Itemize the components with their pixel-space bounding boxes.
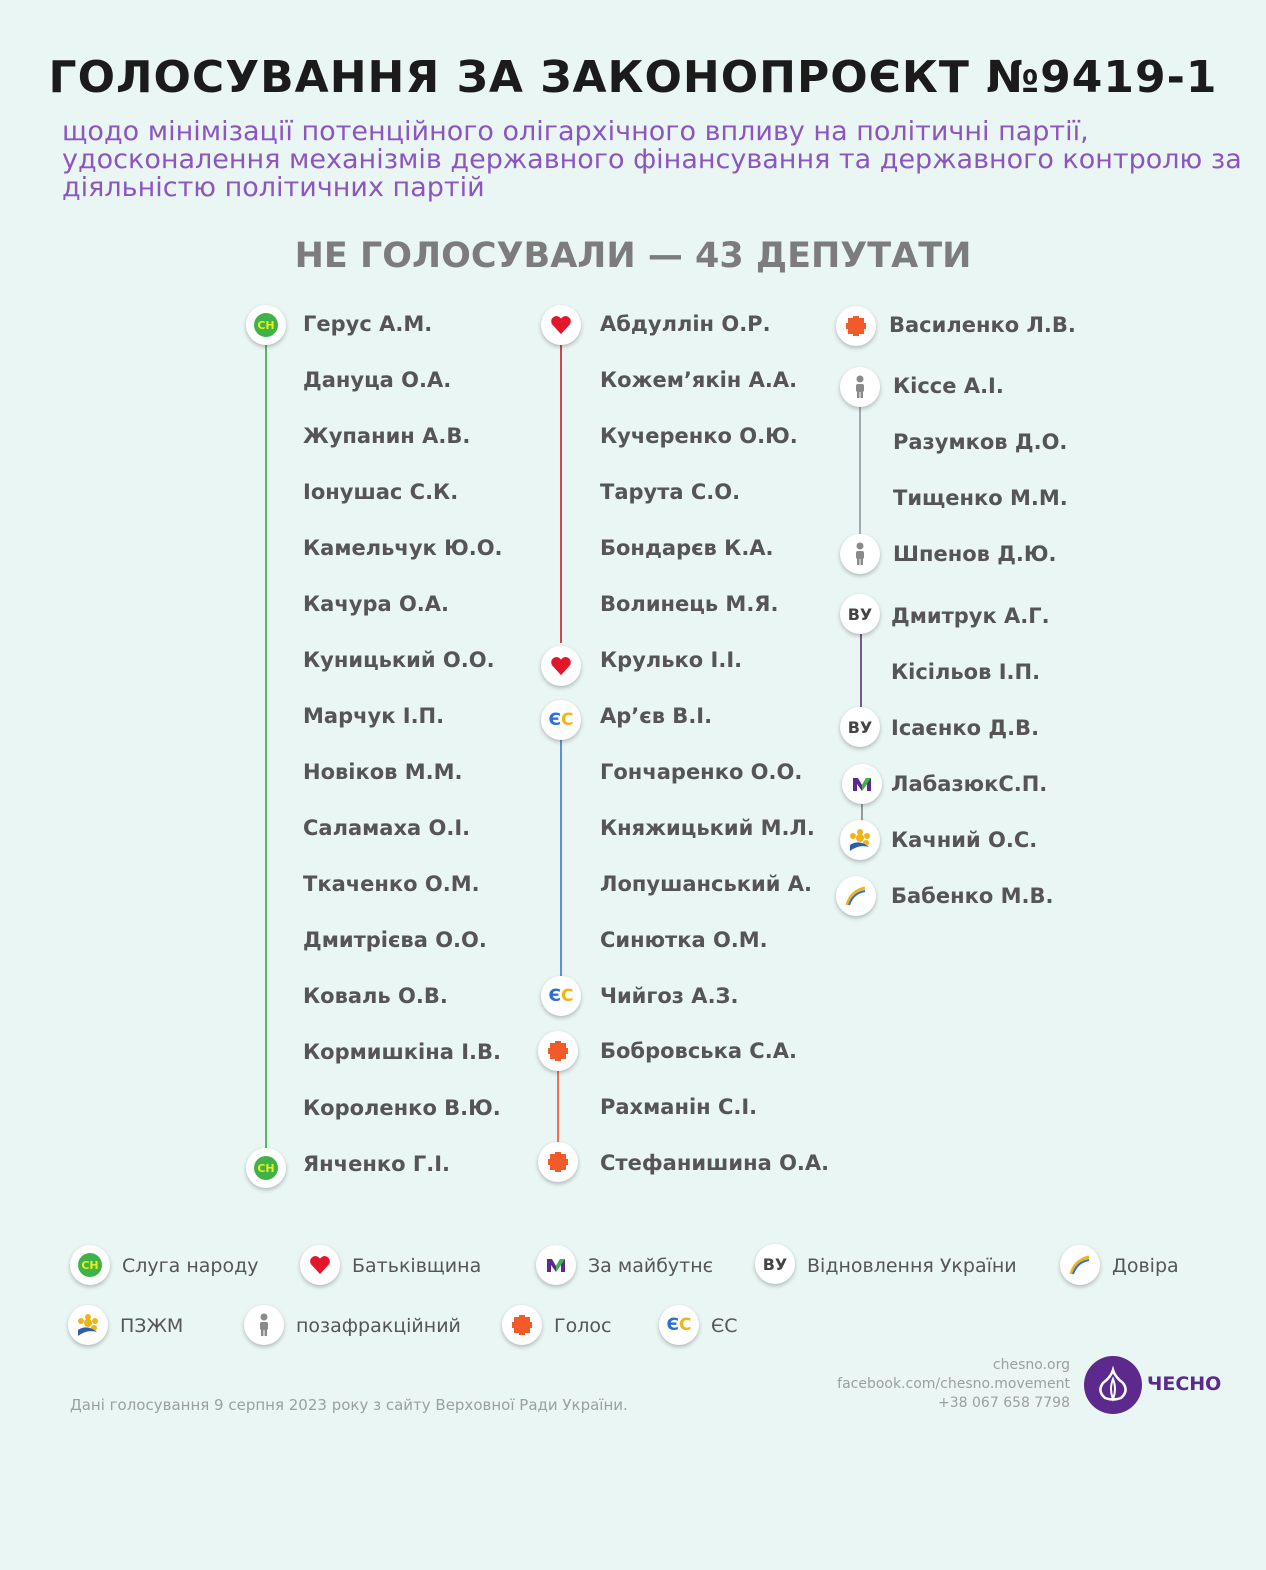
deputy-name: Качний О.С. bbox=[891, 828, 1038, 852]
deputy-name: Качура О.А. bbox=[303, 592, 450, 616]
legend-label: позафракційний bbox=[296, 1315, 461, 1337]
person-icon bbox=[840, 367, 880, 407]
sunflower-icon bbox=[840, 820, 880, 860]
dovira-icon bbox=[1060, 1245, 1100, 1285]
site-link[interactable]: chesno.org bbox=[992, 1357, 1070, 1373]
section-title: НЕ ГОЛОСУВАЛИ — 43 ДЕПУТАТИ bbox=[294, 236, 972, 276]
contacts bbox=[820, 1356, 1070, 1413]
holos-icon bbox=[538, 1031, 578, 1071]
group-line-m bbox=[861, 802, 863, 822]
deputy-name: Янченко Г.І. bbox=[303, 1152, 450, 1176]
sluha-icon: СН bbox=[246, 305, 286, 345]
deputy-name: Короленко В.Ю. bbox=[303, 1096, 501, 1120]
deputy-name: Жупанин А.В. bbox=[303, 424, 471, 448]
deputy-name: Кормишкіна І.В. bbox=[303, 1040, 502, 1064]
deputy-name: Стефанишина О.А. bbox=[600, 1151, 830, 1175]
legend-label: ПЗЖМ bbox=[120, 1315, 184, 1337]
heart-icon bbox=[541, 646, 581, 686]
deputy-name: Камельчук Ю.О. bbox=[303, 536, 503, 560]
logo-text: ЧЕСНО bbox=[1147, 1373, 1222, 1395]
deputy-name: Шпенов Д.Ю. bbox=[893, 542, 1057, 566]
holos-icon bbox=[502, 1305, 542, 1345]
page-title: ГОЛОСУВАННЯ ЗА ЗАКОНОПРОЄКТ №9419-1 bbox=[48, 52, 1218, 103]
deputy-name: Синютка О.М. bbox=[600, 928, 768, 952]
deputy-name: Княжицький М.Л. bbox=[600, 816, 815, 840]
dovira-icon bbox=[836, 876, 876, 916]
deputy-name: Дануца О.А. bbox=[303, 368, 452, 392]
subtitle-line: щодо мінімізації потенційного олігархічного впливу на політичні партії, bbox=[62, 116, 1089, 147]
es-icon: Є С bbox=[541, 700, 581, 740]
chesno-logo bbox=[1084, 1356, 1142, 1414]
person-icon bbox=[244, 1305, 284, 1345]
facebook-link[interactable]: facebook.com/chesno.movement bbox=[837, 1376, 1070, 1392]
group-line-holos bbox=[557, 1070, 559, 1144]
deputy-name: Кожем’якін А.А. bbox=[600, 368, 798, 392]
heart-icon bbox=[300, 1245, 340, 1285]
deputy-name: Ткаченко О.М. bbox=[303, 872, 480, 896]
deputy-name: Чийгоз А.З. bbox=[600, 984, 739, 1008]
deputy-name: Волинець М.Я. bbox=[600, 592, 779, 616]
deputy-name: Рахманін С.І. bbox=[600, 1095, 758, 1119]
deputy-name: Марчук І.П. bbox=[303, 704, 445, 728]
legend-label: За майбутнє bbox=[588, 1255, 714, 1277]
phone-number: +38 067 658 7798 bbox=[938, 1395, 1070, 1411]
data-source-note: Дані голосування 9 серпня 2023 року з сайту Верховної Ради України. bbox=[70, 1396, 628, 1414]
deputy-name: Кісcе А.І. bbox=[893, 374, 1004, 398]
person-icon bbox=[840, 534, 880, 574]
legend-label: Голос bbox=[554, 1315, 612, 1337]
group-line-batkivshchyna bbox=[560, 345, 562, 643]
subtitle-line: удосконалення механізмів державного фінансування та державного контролю за bbox=[62, 144, 1242, 175]
group-line-sluha bbox=[265, 345, 267, 1153]
sluha-icon: СН bbox=[70, 1245, 110, 1285]
deputy-name: Ар’єв В.І. bbox=[600, 704, 713, 728]
vu-icon: ВУ bbox=[755, 1244, 795, 1284]
sunflower-icon bbox=[68, 1305, 108, 1345]
deputy-name: Саламаха О.І. bbox=[303, 816, 471, 840]
deputy-name: Лопушанський А. bbox=[600, 872, 812, 896]
deputy-name: Герус А.М. bbox=[303, 312, 433, 336]
m-icon bbox=[842, 764, 882, 804]
page-subtitle bbox=[62, 118, 1252, 202]
deputy-name: Новіков М.М. bbox=[303, 760, 463, 784]
legend-label: Батьківщина bbox=[352, 1255, 482, 1277]
deputy-name: Тищенко М.М. bbox=[893, 486, 1068, 510]
group-line-independent bbox=[859, 406, 861, 534]
vu-icon: ВУ bbox=[840, 707, 880, 747]
deputy-name: Куницький О.О. bbox=[303, 648, 495, 672]
legend-label: Довіра bbox=[1112, 1255, 1179, 1277]
es-icon: Є С bbox=[659, 1305, 699, 1345]
deputy-name: Дмитрієва О.О. bbox=[303, 928, 487, 952]
deputy-name: Ісаєнко Д.В. bbox=[891, 716, 1040, 740]
holos-icon bbox=[538, 1142, 578, 1182]
deputy-name: ЛабазюкС.П. bbox=[891, 772, 1048, 796]
deputy-name: Разумков Д.О. bbox=[893, 430, 1068, 454]
legend-label: ЄС bbox=[711, 1315, 738, 1337]
vu-icon: ВУ bbox=[840, 594, 880, 634]
deputy-name: Кучеренко О.Ю. bbox=[600, 424, 798, 448]
deputy-name: Тарута С.О. bbox=[600, 480, 741, 504]
deputy-name: Коваль О.В. bbox=[303, 984, 448, 1008]
deputy-name: Кісільов І.П. bbox=[891, 660, 1041, 684]
subtitle-line: діяльністю політичних партій bbox=[62, 172, 485, 203]
legend-label: Відновлення України bbox=[807, 1255, 1017, 1277]
holos-icon bbox=[836, 306, 876, 346]
sluha-icon: СН bbox=[246, 1148, 286, 1188]
legend-label: Слуга народу bbox=[122, 1255, 259, 1277]
group-line-vu bbox=[860, 634, 862, 708]
deputy-name: Крулько І.І. bbox=[600, 648, 743, 672]
es-icon: Є С bbox=[541, 976, 581, 1016]
deputy-name: Бобровська С.А. bbox=[600, 1039, 797, 1063]
deputy-name: Бабенко М.В. bbox=[891, 884, 1054, 908]
heart-icon bbox=[541, 305, 581, 345]
deputy-name: Василенко Л.В. bbox=[889, 313, 1076, 337]
deputy-name: Абдуллін О.Р. bbox=[600, 312, 771, 336]
deputy-name: Бондарєв К.А. bbox=[600, 536, 774, 560]
deputy-name: Іонушас С.К. bbox=[303, 480, 459, 504]
group-line-es bbox=[560, 738, 562, 976]
m-icon bbox=[536, 1245, 576, 1285]
deputy-name: Гончаренко О.О. bbox=[600, 760, 803, 784]
deputy-name: Дмитрук А.Г. bbox=[891, 604, 1050, 628]
